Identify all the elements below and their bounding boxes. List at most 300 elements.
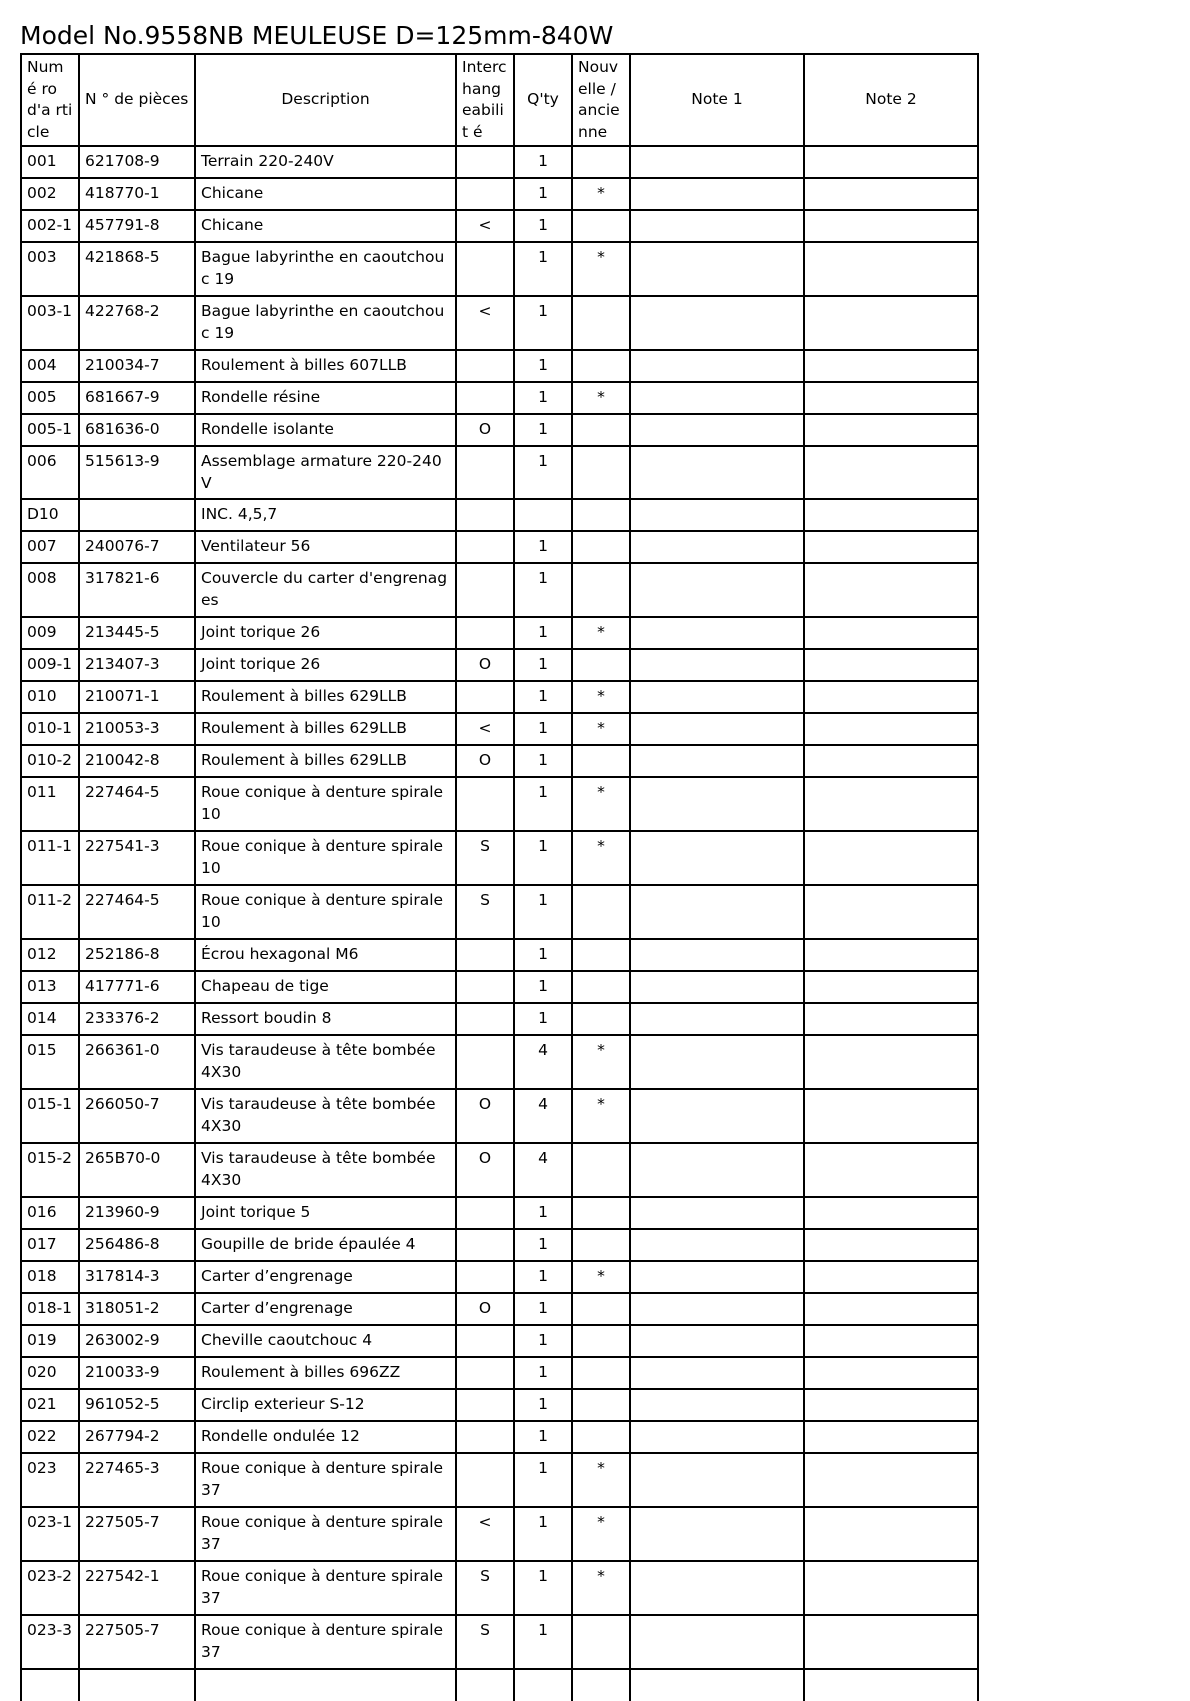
cell-new-old: * xyxy=(572,617,630,649)
cell-interchangeability xyxy=(456,1421,514,1453)
cell-item-no: D10 xyxy=(21,499,79,531)
table-row xyxy=(21,1453,978,1507)
cell-interchangeability xyxy=(456,617,514,649)
cell-note2 xyxy=(804,296,978,350)
cell-note1 xyxy=(630,777,804,831)
cell-new-old: * xyxy=(572,681,630,713)
cell-note2 xyxy=(804,681,978,713)
cell-new-old xyxy=(572,563,630,617)
col-header-interchangeability: Interc hang eabilit é xyxy=(456,54,514,146)
cell-note2 xyxy=(804,1507,978,1561)
cell-description: Ventilateur 56 xyxy=(195,531,456,563)
cell-new-old xyxy=(572,1325,630,1357)
cell-new-old xyxy=(572,414,630,446)
cell-interchangeability xyxy=(456,178,514,210)
cell-item-no: 002 xyxy=(21,178,79,210)
cell-note2 xyxy=(804,1035,978,1089)
cell-qty: 1 xyxy=(514,1357,572,1389)
cell-item-no: 005-1 xyxy=(21,414,79,446)
cell-note1 xyxy=(630,382,804,414)
cell-item-no: 013 xyxy=(21,971,79,1003)
cell-description: Vis taraudeuse à tête bombée 4X30 xyxy=(195,1089,456,1143)
cell-new-old xyxy=(572,1197,630,1229)
cell-interchangeability xyxy=(456,681,514,713)
cell-item-no: 015-2 xyxy=(21,1143,79,1197)
cell-part-no: 227465-3 xyxy=(79,1453,195,1507)
cell-qty: 1 xyxy=(514,414,572,446)
cell-qty: 1 xyxy=(514,885,572,939)
cell-new-old xyxy=(572,499,630,531)
cell-description: Roulement à billes 629LLB xyxy=(195,745,456,777)
cell-item-no: 018-1 xyxy=(21,1293,79,1325)
cell-part-no: 267794-2 xyxy=(79,1421,195,1453)
cell-qty: 1 xyxy=(514,1229,572,1261)
cell-part-no: 421868-5 xyxy=(79,242,195,296)
cell-new-old xyxy=(572,939,630,971)
cell-item-no: 023-1 xyxy=(21,1507,79,1561)
cell-note1 xyxy=(630,1197,804,1229)
cell-note1 xyxy=(630,745,804,777)
cell-qty: 1 xyxy=(514,1197,572,1229)
cell-interchangeability xyxy=(456,777,514,831)
table-row xyxy=(21,1357,978,1389)
cell-qty: 1 xyxy=(514,1003,572,1035)
cell-note2 xyxy=(804,499,978,531)
cell-empty xyxy=(804,1669,978,1701)
cell-note1 xyxy=(630,1293,804,1325)
table-row xyxy=(21,1293,978,1325)
table-row xyxy=(21,713,978,745)
cell-item-no: 009 xyxy=(21,617,79,649)
cell-description: Roue conique à denture spirale 37 xyxy=(195,1507,456,1561)
cell-part-no: 681667-9 xyxy=(79,382,195,414)
cell-part-no: 227541-3 xyxy=(79,831,195,885)
cell-interchangeability: S xyxy=(456,885,514,939)
cell-interchangeability: O xyxy=(456,1143,514,1197)
cell-new-old: * xyxy=(572,178,630,210)
cell-item-no: 002-1 xyxy=(21,210,79,242)
cell-qty: 1 xyxy=(514,713,572,745)
cell-part-no: 210053-3 xyxy=(79,713,195,745)
cell-note1 xyxy=(630,296,804,350)
cell-qty: 1 xyxy=(514,1261,572,1293)
cell-qty: 1 xyxy=(514,617,572,649)
cell-item-no: 010-2 xyxy=(21,745,79,777)
cell-part-no: 418770-1 xyxy=(79,178,195,210)
cell-qty: 1 xyxy=(514,745,572,777)
cell-part-no: 265B70-0 xyxy=(79,1143,195,1197)
parts-table xyxy=(20,53,979,1701)
cell-description: Roue conique à denture spirale 10 xyxy=(195,831,456,885)
cell-interchangeability xyxy=(456,446,514,499)
table-row xyxy=(21,210,978,242)
cell-note2 xyxy=(804,1453,978,1507)
cell-new-old xyxy=(572,649,630,681)
cell-new-old: * xyxy=(572,777,630,831)
cell-note1 xyxy=(630,971,804,1003)
cell-new-old xyxy=(572,1357,630,1389)
cell-note2 xyxy=(804,1357,978,1389)
cell-part-no: 266361-0 xyxy=(79,1035,195,1089)
cell-empty xyxy=(21,1669,79,1701)
cell-empty xyxy=(456,1669,514,1701)
cell-interchangeability: S xyxy=(456,1561,514,1615)
cell-note2 xyxy=(804,414,978,446)
cell-part-no: 227464-5 xyxy=(79,777,195,831)
cell-item-no: 014 xyxy=(21,1003,79,1035)
cell-interchangeability xyxy=(456,563,514,617)
cell-note1 xyxy=(630,885,804,939)
cell-note2 xyxy=(804,649,978,681)
cell-part-no: 422768-2 xyxy=(79,296,195,350)
cell-new-old xyxy=(572,1293,630,1325)
cell-qty: 1 xyxy=(514,446,572,499)
cell-part-no: 256486-8 xyxy=(79,1229,195,1261)
cell-note1 xyxy=(630,1143,804,1197)
table-row xyxy=(21,382,978,414)
cell-new-old xyxy=(572,971,630,1003)
cell-new-old xyxy=(572,446,630,499)
cell-interchangeability: S xyxy=(456,831,514,885)
cell-qty: 1 xyxy=(514,939,572,971)
cell-note1 xyxy=(630,499,804,531)
cell-part-no: 621708-9 xyxy=(79,146,195,178)
cell-description: Écrou hexagonal M6 xyxy=(195,939,456,971)
cell-description: Roue conique à denture spirale 37 xyxy=(195,1561,456,1615)
cell-description: Joint torique 5 xyxy=(195,1197,456,1229)
cell-description: Ressort boudin 8 xyxy=(195,1003,456,1035)
cell-new-old: * xyxy=(572,1035,630,1089)
cell-note1 xyxy=(630,1261,804,1293)
cell-note1 xyxy=(630,1453,804,1507)
cell-note2 xyxy=(804,1229,978,1261)
cell-note2 xyxy=(804,1561,978,1615)
cell-note1 xyxy=(630,531,804,563)
table-row xyxy=(21,1261,978,1293)
cell-qty: 1 xyxy=(514,1293,572,1325)
cell-interchangeability: O xyxy=(456,745,514,777)
cell-description: Chapeau de tige xyxy=(195,971,456,1003)
cell-note2 xyxy=(804,1089,978,1143)
table-body xyxy=(21,146,978,1701)
cell-item-no: 020 xyxy=(21,1357,79,1389)
cell-item-no: 019 xyxy=(21,1325,79,1357)
cell-new-old xyxy=(572,1143,630,1197)
cell-note2 xyxy=(804,1325,978,1357)
table-row xyxy=(21,531,978,563)
cell-qty: 1 xyxy=(514,242,572,296)
cell-interchangeability xyxy=(456,146,514,178)
cell-interchangeability xyxy=(456,1197,514,1229)
cell-interchangeability: < xyxy=(456,1507,514,1561)
col-header-new-old: Nouv elle / ancie nne xyxy=(572,54,630,146)
cell-part-no: 213407-3 xyxy=(79,649,195,681)
col-header-description: Description xyxy=(195,54,456,146)
cell-interchangeability: O xyxy=(456,414,514,446)
cell-item-no: 011 xyxy=(21,777,79,831)
cell-item-no: 009-1 xyxy=(21,649,79,681)
cell-part-no: 210033-9 xyxy=(79,1357,195,1389)
cell-interchangeability xyxy=(456,1035,514,1089)
table-row xyxy=(21,178,978,210)
cell-qty: 1 xyxy=(514,777,572,831)
table-row xyxy=(21,1325,978,1357)
cell-interchangeability xyxy=(456,242,514,296)
cell-part-no: 227505-7 xyxy=(79,1507,195,1561)
cell-description: Goupille de bride épaulée 4 xyxy=(195,1229,456,1261)
cell-description: Couvercle du carter d'engrenages xyxy=(195,563,456,617)
cell-new-old: * xyxy=(572,382,630,414)
cell-item-no: 023-3 xyxy=(21,1615,79,1669)
cell-new-old xyxy=(572,745,630,777)
cell-new-old: * xyxy=(572,1561,630,1615)
cell-note2 xyxy=(804,777,978,831)
page-title: Model No.9558NB MEULEUSE D=125mm-840W xyxy=(20,21,614,50)
cell-qty: 1 xyxy=(514,1453,572,1507)
cell-new-old xyxy=(572,350,630,382)
cell-description: Vis taraudeuse à tête bombée 4X30 xyxy=(195,1143,456,1197)
cell-note2 xyxy=(804,1293,978,1325)
cell-qty: 1 xyxy=(514,1615,572,1669)
cell-part-no: 317821-6 xyxy=(79,563,195,617)
cell-description: Chicane xyxy=(195,210,456,242)
cell-empty xyxy=(195,1669,456,1701)
cell-item-no: 015 xyxy=(21,1035,79,1089)
cell-qty: 4 xyxy=(514,1143,572,1197)
table-row-continuation xyxy=(21,1669,978,1701)
table-row xyxy=(21,563,978,617)
cell-item-no: 011-2 xyxy=(21,885,79,939)
cell-new-old xyxy=(572,1389,630,1421)
cell-note1 xyxy=(630,1357,804,1389)
cell-empty xyxy=(572,1669,630,1701)
cell-note2 xyxy=(804,971,978,1003)
cell-item-no: 010 xyxy=(21,681,79,713)
cell-note1 xyxy=(630,939,804,971)
cell-description: Roue conique à denture spirale 37 xyxy=(195,1453,456,1507)
cell-new-old: * xyxy=(572,242,630,296)
cell-description: Bague labyrinthe en caoutchouc 19 xyxy=(195,296,456,350)
cell-new-old: * xyxy=(572,1261,630,1293)
cell-note2 xyxy=(804,713,978,745)
cell-note1 xyxy=(630,563,804,617)
cell-qty: 1 xyxy=(514,296,572,350)
cell-part-no: 210042-8 xyxy=(79,745,195,777)
cell-description: Rondelle isolante xyxy=(195,414,456,446)
cell-part-no: 457791-8 xyxy=(79,210,195,242)
cell-qty: 1 xyxy=(514,1325,572,1357)
cell-description: Joint torique 26 xyxy=(195,649,456,681)
table-row xyxy=(21,681,978,713)
cell-description: Roulement à billes 607LLB xyxy=(195,350,456,382)
cell-interchangeability: < xyxy=(456,296,514,350)
cell-qty: 1 xyxy=(514,178,572,210)
cell-note2 xyxy=(804,563,978,617)
cell-interchangeability xyxy=(456,1453,514,1507)
cell-new-old xyxy=(572,296,630,350)
table-row xyxy=(21,745,978,777)
cell-part-no: 213960-9 xyxy=(79,1197,195,1229)
cell-item-no: 008 xyxy=(21,563,79,617)
cell-description: Cheville caoutchouc 4 xyxy=(195,1325,456,1357)
cell-part-no xyxy=(79,499,195,531)
table-row xyxy=(21,296,978,350)
cell-item-no: 001 xyxy=(21,146,79,178)
table-row xyxy=(21,1561,978,1615)
cell-note2 xyxy=(804,178,978,210)
cell-item-no: 023 xyxy=(21,1453,79,1507)
cell-description: Carter d’engrenage xyxy=(195,1261,456,1293)
cell-description: Circlip exterieur S-12 xyxy=(195,1389,456,1421)
cell-note2 xyxy=(804,210,978,242)
col-header-part-no: N ° de pièces xyxy=(79,54,195,146)
cell-note2 xyxy=(804,1261,978,1293)
cell-note2 xyxy=(804,531,978,563)
cell-interchangeability xyxy=(456,1325,514,1357)
cell-description: Roulement à billes 696ZZ xyxy=(195,1357,456,1389)
table-row xyxy=(21,971,978,1003)
cell-interchangeability: O xyxy=(456,1293,514,1325)
cell-note1 xyxy=(630,1229,804,1261)
cell-description: Carter d’engrenage xyxy=(195,1293,456,1325)
table-header xyxy=(21,54,978,146)
cell-part-no: 681636-0 xyxy=(79,414,195,446)
cell-item-no: 004 xyxy=(21,350,79,382)
cell-description: Rondelle résine xyxy=(195,382,456,414)
cell-note2 xyxy=(804,1421,978,1453)
cell-qty: 1 xyxy=(514,681,572,713)
cell-interchangeability xyxy=(456,350,514,382)
cell-new-old xyxy=(572,1421,630,1453)
cell-new-old xyxy=(572,1615,630,1669)
table-row xyxy=(21,242,978,296)
cell-interchangeability xyxy=(456,382,514,414)
cell-note2 xyxy=(804,1003,978,1035)
cell-qty: 1 xyxy=(514,382,572,414)
cell-note2 xyxy=(804,446,978,499)
col-header-note2: Note 2 xyxy=(804,54,978,146)
cell-description: Roulement à billes 629LLB xyxy=(195,713,456,745)
cell-new-old xyxy=(572,1003,630,1035)
cell-note1 xyxy=(630,1089,804,1143)
cell-description: Joint torique 26 xyxy=(195,617,456,649)
cell-description: Roue conique à denture spirale 37 xyxy=(195,1615,456,1669)
cell-item-no: 012 xyxy=(21,939,79,971)
cell-new-old xyxy=(572,531,630,563)
cell-note1 xyxy=(630,210,804,242)
cell-interchangeability xyxy=(456,1389,514,1421)
cell-interchangeability xyxy=(456,939,514,971)
cell-item-no: 021 xyxy=(21,1389,79,1421)
cell-note1 xyxy=(630,1507,804,1561)
table-row xyxy=(21,446,978,499)
table-row xyxy=(21,1003,978,1035)
cell-note2 xyxy=(804,1615,978,1669)
cell-note1 xyxy=(630,1035,804,1089)
cell-new-old: * xyxy=(572,713,630,745)
cell-note1 xyxy=(630,1615,804,1669)
cell-item-no: 018 xyxy=(21,1261,79,1293)
cell-item-no: 007 xyxy=(21,531,79,563)
cell-part-no: 233376-2 xyxy=(79,1003,195,1035)
table-row xyxy=(21,499,978,531)
cell-note2 xyxy=(804,1197,978,1229)
cell-description: Rondelle ondulée 12 xyxy=(195,1421,456,1453)
cell-qty: 1 xyxy=(514,1389,572,1421)
cell-note2 xyxy=(804,350,978,382)
table-row xyxy=(21,1507,978,1561)
cell-part-no: 417771-6 xyxy=(79,971,195,1003)
cell-part-no: 227505-7 xyxy=(79,1615,195,1669)
cell-description: Chicane xyxy=(195,178,456,210)
cell-empty xyxy=(630,1669,804,1701)
cell-interchangeability: < xyxy=(456,210,514,242)
table-row xyxy=(21,146,978,178)
col-header-note1: Note 1 xyxy=(630,54,804,146)
table-row xyxy=(21,939,978,971)
cell-note1 xyxy=(630,1389,804,1421)
cell-item-no: 022 xyxy=(21,1421,79,1453)
cell-note2 xyxy=(804,939,978,971)
table-row xyxy=(21,885,978,939)
cell-description: Bague labyrinthe en caoutchouc 19 xyxy=(195,242,456,296)
cell-note2 xyxy=(804,146,978,178)
cell-part-no: 213445-5 xyxy=(79,617,195,649)
cell-item-no: 003 xyxy=(21,242,79,296)
cell-note2 xyxy=(804,745,978,777)
table-row xyxy=(21,1197,978,1229)
cell-item-no: 011-1 xyxy=(21,831,79,885)
cell-new-old xyxy=(572,885,630,939)
cell-note2 xyxy=(804,382,978,414)
cell-qty: 1 xyxy=(514,531,572,563)
cell-qty: 1 xyxy=(514,649,572,681)
cell-part-no: 515613-9 xyxy=(79,446,195,499)
col-header-item-no: Numé ro d'a rticle xyxy=(21,54,79,146)
cell-description: Roue conique à denture spirale 10 xyxy=(195,885,456,939)
cell-part-no: 317814-3 xyxy=(79,1261,195,1293)
cell-description: Terrain 220-240V xyxy=(195,146,456,178)
table-row xyxy=(21,1035,978,1089)
cell-note1 xyxy=(630,617,804,649)
cell-qty: 1 xyxy=(514,1561,572,1615)
cell-description: INC. 4,5,7 xyxy=(195,499,456,531)
cell-new-old: * xyxy=(572,831,630,885)
cell-note2 xyxy=(804,831,978,885)
cell-interchangeability: O xyxy=(456,649,514,681)
table-row xyxy=(21,617,978,649)
cell-qty: 1 xyxy=(514,971,572,1003)
cell-new-old: * xyxy=(572,1453,630,1507)
cell-item-no: 006 xyxy=(21,446,79,499)
table-row xyxy=(21,1389,978,1421)
cell-note1 xyxy=(630,178,804,210)
cell-note2 xyxy=(804,885,978,939)
cell-part-no: 240076-7 xyxy=(79,531,195,563)
cell-description: Vis taraudeuse à tête bombée 4X30 xyxy=(195,1035,456,1089)
cell-note1 xyxy=(630,649,804,681)
cell-note2 xyxy=(804,1389,978,1421)
cell-interchangeability xyxy=(456,971,514,1003)
cell-interchangeability xyxy=(456,1261,514,1293)
cell-part-no: 318051-2 xyxy=(79,1293,195,1325)
table-row xyxy=(21,777,978,831)
cell-interchangeability xyxy=(456,499,514,531)
cell-interchangeability xyxy=(456,1357,514,1389)
cell-item-no: 023-2 xyxy=(21,1561,79,1615)
cell-interchangeability: S xyxy=(456,1615,514,1669)
cell-interchangeability: < xyxy=(456,713,514,745)
